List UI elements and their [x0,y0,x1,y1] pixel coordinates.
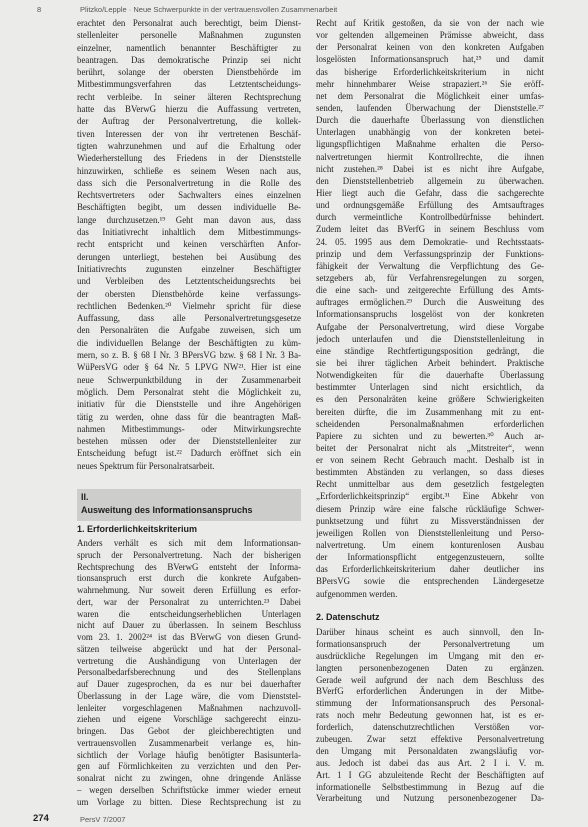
text-line: lange durchzusetzen.¹⁹ Geht man davon aus, dass [77,214,301,225]
text-line: 24. 05. 1995 aus dem Demokratie- und Rechtsstaats- [316,236,544,247]
text-line: der Informationspflicht entgegenzusteuern, sollte [316,552,544,563]
text-line: Entscheidung befugt ist.²² Dadurch eröffnet sich ein [77,448,301,459]
text-line: prinzip und dem Verfassungsprinzip der Funktions- [316,248,544,259]
text-line: beantragen. Das demokratische Prinzip sei nicht [77,54,301,65]
text-line: fähigkeit der Verwaltung die Verpflichtung des Ge- [316,260,544,271]
text-line: bestimmter Unterlagen sind nicht ersichtlich, da [316,382,544,393]
text-line: neues Spektrum für Personalratsarbeit. [77,460,215,471]
text-line: möglich. Dem Personalrat steht die Möglichkeit zu, [77,386,301,397]
text-line: Auffassung, dass alle Personalvertretungsgesetze [77,313,301,324]
text-line: der Auftrag der Personalvertretung, die kollek- [77,116,301,127]
text-line: Recht auf Kritik gestoßen, da sie von der nach wie [316,18,544,28]
text-line: bereiten dürfte, die im Zusammenhang mit zu ent- [316,406,544,417]
text-line: stellenleiter personelle Maßnahmen zugunsten [77,30,301,41]
text-line: Aufgabe der Personalvertretung, wird diese Vorgabe [316,321,544,332]
text-line: lenleiter vorgeschlagenen Maßnahmen nachzuvoll- [77,702,301,713]
text-line: Rechtsvertreters oder Sachwalters eines einzelnen [77,190,301,201]
text-line: das Erforderlichkeitskriterium daher deutlicher ins [316,564,544,575]
text-line: rats noch mehr Bedeutung gewonnen hat, ist es er- [316,710,544,721]
text-line: einzelner, namentlich benannter Beschäftigter zu [77,42,301,53]
text-line: sie bei ihrer täglichen Arbeit behindert. Praktische [316,357,544,368]
text-line: Art. 1 I GG abzuleitende Recht der Beschäftigten auf [316,769,544,780]
subsection-1-paragraph [77,538,301,808]
text-line: nahmen Mitbestimmungs- oder Mitwirkungsrechte [77,423,301,434]
text-line: rechtlichen Bedenken.²⁰ Vielmehr spricht für diese [77,300,301,311]
text-line: der Personalrat keinen von den konkreten Aufgaben [316,42,544,53]
running-title: Plitzko/Lepple · Neue Schwerpunkte in der vertrauensvollen Zusammenarbeit [80,5,338,14]
text-line: durch vermeintliche Kontrollbedürfnisse behindert. [316,212,544,223]
text-line: vertretung die Aushändigung von Unterlagen der [77,655,301,666]
text-line: Unterlagen unabhängig von der konkreten betei- [316,127,544,138]
text-line: „Erforderlichkeitsprinzip“ ergibt.³¹ Eine Abkehr von [316,491,544,502]
text-line: Überlassung in der Lage wäre, die vom Dienststel- [77,690,301,701]
text-line: den Personalräten die Aufgabe zuweisen, sich um [77,325,301,336]
text-line: scheidenden Personalmaßnahmen erforderlichen [316,418,544,429]
text-line: Initiativrechts zugunsten einzelner Beschäftigter [77,263,301,274]
subsection-heading-datenschutz: 2. Datenschutz [316,612,380,622]
text-line: Papiere zu sichten und zu bewerten.³⁰ Auch ar- [316,430,544,441]
text-line: sichtlich der Vorlage häufig benötigter Basisunterla- [77,749,301,760]
section-title: Ausweitung des Informationsanspruchs [81,505,253,515]
text-line: Wiederherstellung des Friedens in der Dienststelle [77,153,301,164]
text-line: waren die entscheidungserheblichen Unterlagen [77,608,301,619]
header-page-marker: 8 [37,5,42,14]
text-line: neue Schwerpunktbildung in der Zusammenarbeit [77,374,301,385]
text-line: BPersVG sowie die entsprechenden Ländergesetze [316,576,544,587]
text-line: Rechtsprechung des BVerwG entsteht der Informa- [77,561,301,572]
text-line: beitet der Personalrat nicht als „Mitstreiter“, wenn [316,442,544,453]
footer-page-number: 274 [33,813,49,824]
text-line: erachtet den Personalrat auch berechtigt, beim Dienst- [77,18,301,28]
text-line: das Initiativrecht inhaltlich dem Mitbestimmungs- [77,227,301,238]
text-line: sonalrat nicht zu zwingen, ohne dringende Anlässe [77,773,301,783]
subsection-heading-erforderlichkeit: 1. Erforderlichkeitskriterium [77,524,198,534]
text-line: hatte das BVerwG hierzu die Auffassung vertreten, [77,104,301,115]
text-line: vor geltenden allgemeinen Prämisse abweicht, dass [316,30,544,41]
text-line: forderlich, datenschutzrechtlichen Verstößen vor- [316,722,544,733]
text-line: Personalbedarfsberechnung und des Stellenplans [77,667,301,678]
subsection-2-paragraph [316,627,544,805]
text-line: recht entspricht und keinen verschärften Anfor- [77,239,301,250]
text-line: derungen unterliegt, bestehen bei Ausübung des [77,251,301,262]
text-line: nicht zustehen.²⁸ Dabei ist es nicht ihre Aufgabe, [316,163,544,174]
text-line: Mitbestimmungsverfahren das Letztentscheidungs- [77,79,301,90]
text-line: senden, laufenden Überwachung der Dienststelle.²⁷ [316,102,544,113]
right-paragraph-1 [316,17,544,600]
text-line: WüPersVG oder § 64 Nr. 5 LPVG NW²¹. Hier ist eine [77,362,301,373]
section-number: II. [81,492,89,502]
text-line: und ordnungsgemäße Erfüllung des Amtsauftrages [316,200,544,211]
text-line: und Verbleiben des Letztentscheidungsrechts bei [77,276,301,287]
text-line: aufgenommen werden. [316,588,398,599]
text-line: losgelösten Informationsanspruch hat,²⁵ und damit [316,54,544,65]
text-line: Notwendigkeiten für die dauerhafte Überlassung [316,370,544,381]
text-line: jedoch unterlaufen und die Dienststellenleitung in [316,333,544,344]
text-line: langten personenbezogenen Daten zu ergänzen. [316,662,544,673]
text-line: tionsanspruch erst durch die konkrete Aufgaben- [77,573,301,584]
text-line: formationsanspruch der Personalvertretung um [316,638,544,649]
text-line: nicht auf Dauer zu überlassen. In seinem Beschluss [77,620,301,631]
intro-paragraph [77,17,301,472]
text-line: Durch die dauerhafte Überlassung von dienstlichen [316,115,544,126]
text-line: den Umgang mit Personaldaten zwangsläufig vor- [316,745,544,756]
text-line: hinzuwirken, schließe es seinem Wesen nach aus, [77,165,301,176]
text-line: Darüber hinaus scheint es auch sinnvoll, den In- [316,627,544,637]
text-line: sätzen teilweise abgerückt und hat der Personal- [77,643,301,654]
text-line: stimmung der Informationsanspruch des Personal- [316,698,544,709]
text-line: informationelle Selbstbestimmung in Bezug auf die [316,781,544,792]
text-line: diesem Prinzip wäre eine falsche rückläufige Schwer- [316,503,544,514]
text-line: jeweiligen Rollen von Dienststellenleitung und Perso- [316,527,544,538]
text-line: vom 23. 1. 2002²⁴ ist das BVerwG von diesen Grund- [77,632,301,642]
text-line: ziehen und eigene Vorschläge sachgerecht einzu- [77,714,301,725]
section-heading-box [77,489,301,521]
text-line: er von seinem Recht Gebrauch macht. Deshalb ist in [316,455,544,466]
text-line: die eine sach- und zeitgerechte Erfüllung des Amts- [316,285,544,296]
text-line: aus. Jedoch ist dabei das aus Art. 2 I i. V. m. [316,757,544,768]
text-line: nalvertretungen hiermit Kontrollrechte, die ihnen [316,151,544,162]
text-line: punktsetzung und führt zu Missverständnissen der [316,515,544,526]
text-line: spruch der Personalvertretung. Nach der bisherigen [77,549,301,560]
text-line: BVerfG erforderlichen Änderungen in der Mitbe- [316,686,544,697]
text-line: es den Personalräten keine größere Schwierigkeiten [316,394,544,405]
text-line: die individuellen Belange der Beschäftigten zu küm- [77,337,301,348]
text-line: Zudem leitet das BVerfG in seinem Beschluss vom [316,224,544,235]
text-line: Verarbeitung und Nutzung personenbezogener Da- [316,793,544,804]
footer-journal: PersV 7/2007 [80,815,126,824]
text-line: auf Dauer zugesprochen, da es nur bei dauerhafter [77,679,301,689]
text-line: gen auf Förmlichkeiten zu verzichten und den Per- [77,761,301,772]
text-line: tätig zu werden, ohne dass für die beantragten Maß- [77,411,301,422]
text-line: ausdrückliche Regelungen im Umgang mit den er- [316,650,544,661]
text-line: wahrnehmung. Nur soweit deren Erfüllung es erfor- [77,585,301,595]
text-line: dert, war der Personalrat zu unterrichten.²³ Dabei [77,596,301,607]
text-line: tiven Interessen der von ihr vertretenen Beschäf- [77,128,301,139]
text-line: berührt, solange der obersten Dienstbehörde im [77,67,301,78]
text-line: der obersten Dienstbehörde keine verfassungs- [77,288,301,299]
text-line: Gerade weil aufgrund der nach dem Beschluss des [316,674,544,685]
text-line: nalvertretung. Um einem konturenlosen Ausbau [316,540,544,551]
text-line: eine ständige Rechtfertigungsposition gedrängt, die [316,345,544,356]
text-line: Informationsanspruchs losgelöst von der konkreten [316,309,544,320]
text-line: bringen. Das Gebot der gleichberechtigten und [77,726,301,736]
text-line: bestehen müssen oder der Dienststellenleiter zur [77,436,301,447]
text-line: mern, so z. B. § 68 I Nr. 3 BPersVG bzw. § 68 I Nr. 3 Ba- [77,350,301,361]
text-line: Anders verhält es sich mit dem Informationsan- [77,538,301,548]
text-line: Beschäftigten begibt, um dessen individuelle Be- [77,202,301,213]
text-line: – wegen derselben Schriftstücke immer wieder erneut [77,784,301,795]
text-line: den Dienststellenbetrieb allgemein zu überwachen. [316,175,544,186]
text-line: das bisherige Erforderlichkeitskriterium in nicht [316,66,544,77]
text-line: Hier liegt auch die Gefahr, dass die sachgerechte [316,187,544,198]
text-line: bestimmten Abständen zu verlangen, so dass dieses [316,467,544,478]
text-line: auftrages ermöglichen.²⁹ Durch die Ausweitung des [316,297,544,308]
text-line: Recht unmittelbar aus dem gesetzlich festgelegten [316,479,544,490]
text-line: mehr hinnehmbarer Weise strapaziert.²⁶ Sie eröff- [316,78,544,89]
text-line: um Vorlage zu bitten. Diese Rechtsprechung ist zu [77,796,301,807]
text-line: recht verbleibe. In seiner älteren Rechtsprechung [77,91,301,102]
text-line: setzgebers ab, für Verfahrensregelungen zu sorgen, [316,272,544,283]
text-line: vertrauensvollen Zusammenarbeit verlange es, hin- [77,737,301,748]
text-line: tigten wahrzunehmen und auf die Erhaltung oder [77,140,301,151]
text-line: zubeugen. Zwar setzt effektive Personalvertretung [316,734,544,745]
text-line: dass sich die Personalvertretung in die Rolle des [77,177,301,188]
text-line: ligungspflichtigen Maßnahme erhalten die Perso- [316,139,544,150]
text-line: net dem Personalrat die Möglichkeit einer umfas- [316,90,544,101]
text-line: initiativ für die Dienststelle und ihre Angehörigen [77,399,301,410]
